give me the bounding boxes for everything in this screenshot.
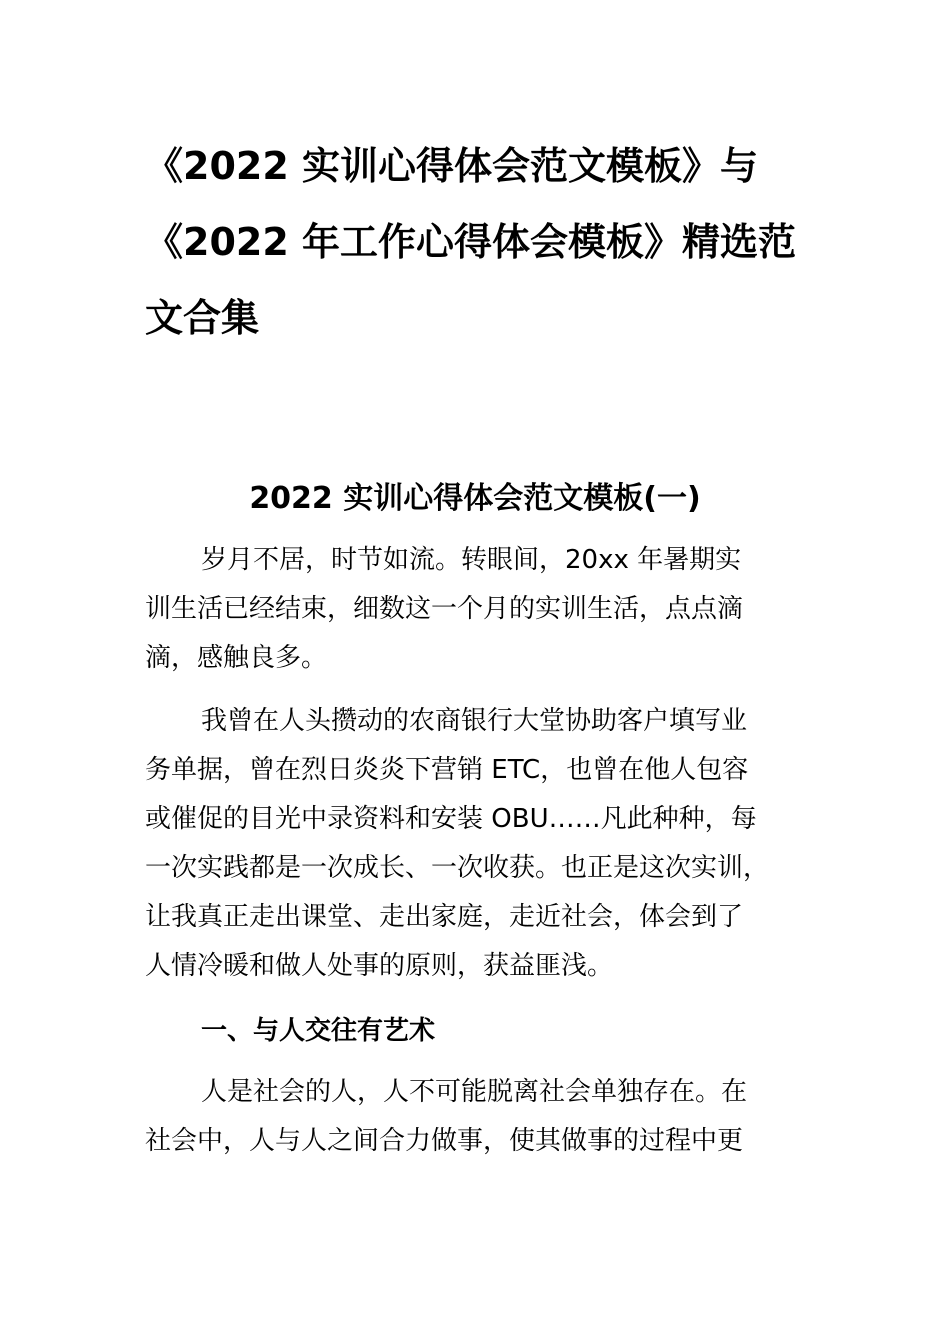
paragraph-3-line-1: 人是社会的人，人不可能脱离社会单独存在。在 (201, 1077, 748, 1107)
paragraph-2-line-5: 让我真正走出课堂、走出家庭，走近社会，体会到了 (145, 902, 744, 932)
paragraph-3-line-2: 社会中，人与人之间合力做事，使其做事的过程中更 (145, 1126, 744, 1156)
subheading-1: 一、与人交往有艺术 (201, 1016, 436, 1046)
title-line-3: 文合集 (145, 296, 260, 340)
paragraph-2-line-2: 务单据，曾在烈日炎炎下营销 ETC，也曾在他人包容 (145, 755, 749, 785)
paragraph-1-line-2: 训生活已经结束，细数这一个月的实训生活，点点滴 (145, 594, 744, 624)
section-title: 2022 实训心得体会范文模板(一) (249, 481, 701, 516)
document-title (145, 128, 825, 356)
paragraph-2-line-3: 或催促的目光中录资料和安装 OBU……凡此种种，每 (145, 804, 757, 834)
paragraph-1 (145, 536, 825, 683)
paragraph-2-line-1: 我曾在人头攒动的农商银行大堂协助客户填写业 (201, 706, 748, 736)
paragraph-2-line-6: 人情冷暖和做人处事的原则，获益匪浅。 (145, 951, 614, 981)
paragraph-3 (145, 1068, 825, 1166)
paragraph-1-line-3: 滴，感触良多。 (145, 643, 328, 673)
title-line-1: 《2022 实训心得体会范文模板》与 (145, 144, 758, 188)
paragraph-2 (145, 697, 825, 991)
paragraph-1-line-1: 岁月不居，时节如流。转眼间，20xx 年暑期实 (201, 545, 742, 575)
title-line-2: 《2022 年工作心得体会模板》精选范 (145, 220, 796, 264)
paragraph-2-line-4: 一次实践都是一次成长、一次收获。也正是这次实训， (145, 853, 770, 883)
